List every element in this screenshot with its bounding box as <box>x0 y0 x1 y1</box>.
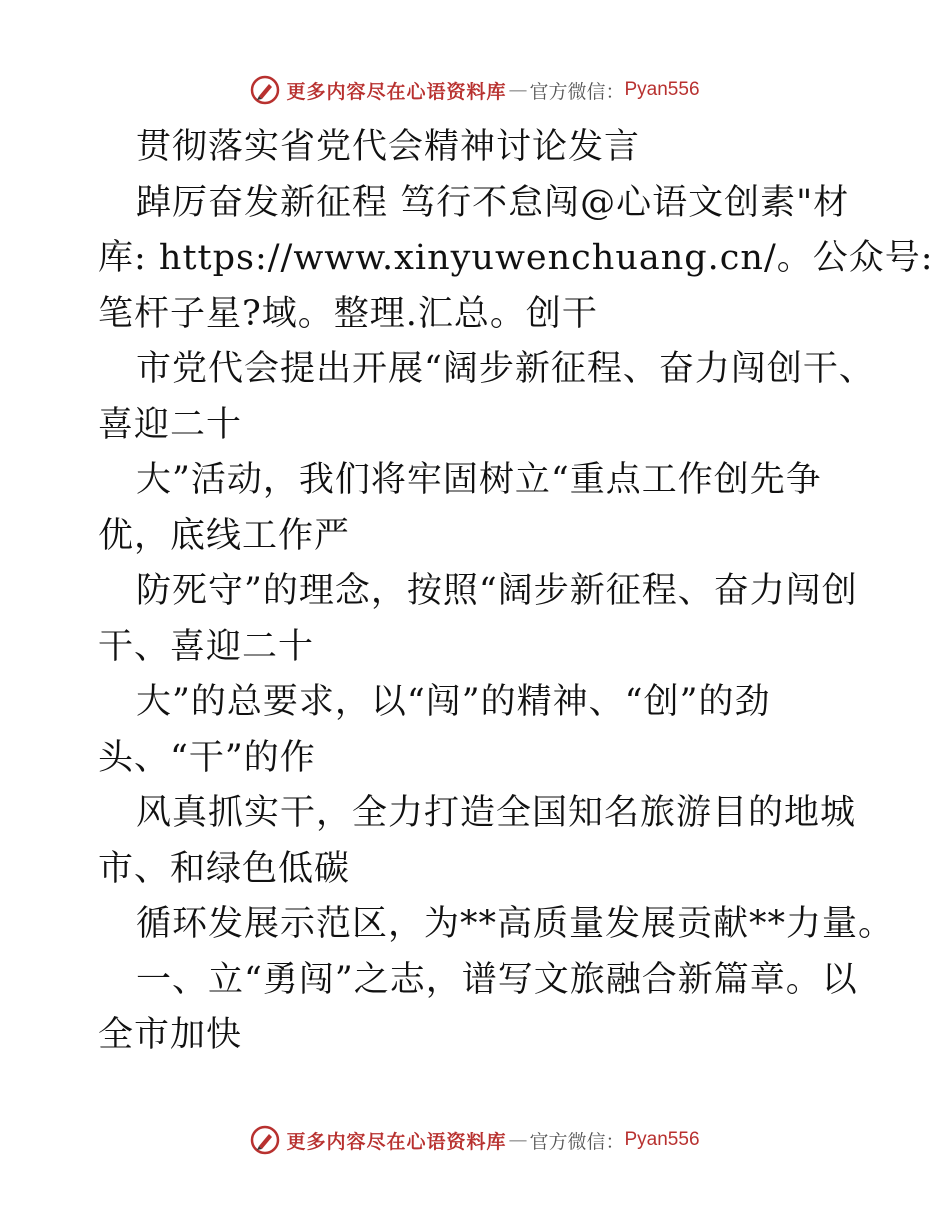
text-line: 防死守”的理念，按照“阔步新征程、奋力闯创 <box>136 571 858 611</box>
text-line: 笔杆子星?域。整理.汇总。创干 <box>98 293 598 334</box>
banner-wechat-id: Pyan556 <box>624 79 700 100</box>
text-line: 市党代会提出开展“阔步新征程、奋力闯创干、 <box>136 349 875 389</box>
footer-banner <box>0 1120 950 1160</box>
text-line: 风真抓实干，全力打造全国知名旅游目的地城 <box>136 793 857 833</box>
header-banner <box>0 70 950 110</box>
text-line: 循环发展示范区，为**高质量发展贡献**力量。 <box>136 904 895 944</box>
document-body <box>98 120 934 1064</box>
banner-dash: — <box>508 79 528 101</box>
pen-logo-icon <box>250 1125 280 1155</box>
pen-logo-icon <box>250 75 280 105</box>
text-line: 贯彻落实省党代会精神讨论发言 <box>136 127 641 167</box>
text-line: 大”活动，我们将牢固树立“重点工作创先争 <box>136 460 822 500</box>
banner-wechat-id: Pyan556 <box>624 1129 700 1150</box>
text-line: 优，底线工作严 <box>98 515 351 556</box>
banner-brand: 更多内容尽在心语资料库 <box>286 80 507 103</box>
text-line: 喜迎二十 <box>98 404 243 445</box>
text-line: 一、立“勇闯”之志，谱写文旅融合新篇章。以 <box>136 959 858 1000</box>
text-line: 干、喜迎二十 <box>98 626 315 667</box>
banner-dash: — <box>508 1129 528 1151</box>
text-line: 头、“干”的作 <box>98 737 316 778</box>
text-line: 踔厉奋发新征程 笃行不怠闯@心语文创素"材 <box>136 182 850 223</box>
text-line: 库: https://www.xinyuwenchuang.cn/。公众号: <box>98 238 934 278</box>
text-line: 全市加快 <box>98 1015 243 1055</box>
text-line: 市、和绿色低碳 <box>98 848 351 889</box>
text-line: 大”的总要求，以“闯”的精神、“创”的劲 <box>136 682 771 722</box>
banner-wechat-label: 官方微信： <box>529 1130 625 1153</box>
banner-brand: 更多内容尽在心语资料库 <box>286 1130 507 1153</box>
banner-wechat-label: 官方微信： <box>529 80 625 103</box>
